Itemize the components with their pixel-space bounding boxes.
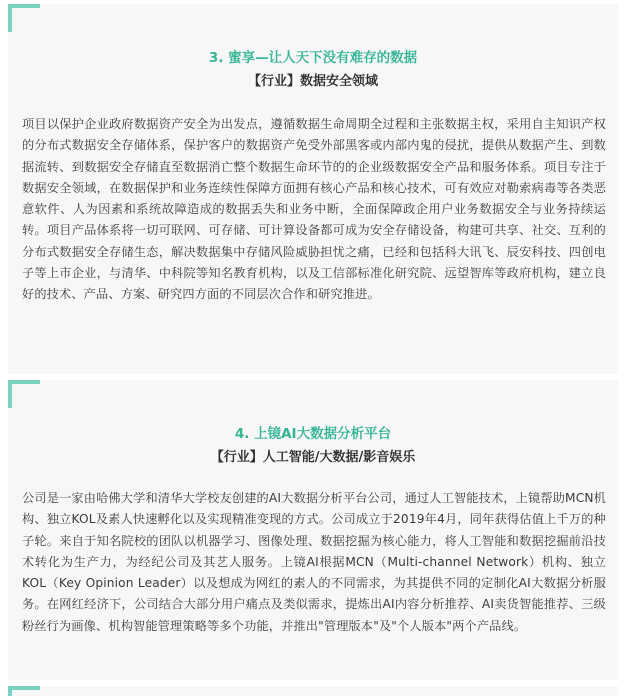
section-card-next	[8, 686, 618, 696]
section-title: 3. 蜜享—让人天下没有难存的数据	[208, 50, 418, 66]
section-card-4	[8, 380, 618, 680]
section-industry: 【行业】数据安全领域	[247, 74, 378, 89]
section-body: 公司是一家由哈佛大学和清华大学校友创建的AI大数据分析平台公司，通过人工智能技术，上镜帮助MCN机构、独立KOL及素人快速孵化以及实现精准变现的方式。公司成立于2019年4月，同年获得估值上千万的种子轮。来自于知名院校的团队以机器学习、图像处理、数据挖掘为核心能力，将人工智能和数据挖掘前沿技术转化为生产力，为经纪公司及其艺人服务。上镜AI根据MCN（Multi-channel Network）机构、独立KOL（Key Opinion Leader）以及想成为网红的素人的不同需求，为其提供不同的定制化AI大数据分析服务。在网红经济下，公司结合大部分用户痛点及类似需求，提炼出AI内容分析推荐、AI卖货智能推荐、三级粉丝行为画像、机构智能管理策略等多个功能，并推出"管理版本"及"个人版本"两个产品线。	[22, 491, 606, 633]
section-card-3	[8, 4, 618, 374]
corner-bracket-decoration	[8, 380, 40, 408]
section-title: 4. 上镜AI大数据分析平台	[234, 426, 392, 442]
corner-bracket-decoration	[8, 4, 40, 32]
section-industry: 【行业】人工智能/大数据/影音娱乐	[210, 450, 416, 465]
corner-bracket-decoration	[8, 686, 40, 696]
section-body: 项目以保护企业政府数据资产安全为出发点，遵循数据生命周期全过程和主张数据主权，采用自主知识产权的分布式数据安全存储体系，保护客户的数据资产免受外部黑客或内部内鬼的侵扰，提供从数据产生、到数据流转、到数据安全存储直至数据消亡整个数据生命环节的的企业级数据安全产品和服务体系。项目专注于数据安全领域，在数据保护和业务连续性保障方面拥有核心产品和核心技术，可有效应对勒索病毒等各类恶意软件、人为因素和系统故障造成的数据丢失和业务中断，全面保障政企用户业务数据安全与业务持续运转。项目产品体系将一切可联网、可存储、可计算设备都可成为安全存储设备，构建可共享、社交、互利的分布式数据安全存储生态，解决数据集中存储风险威胁担忧之痛，已经和包括科大讯飞、辰安科技、四创电子等上市企业，与清华、中科院等知名教育机构，以及工信部标准化研究院、远望智库等政府机构，建立良好的技术、产品、方案、研究四方面的不同层次合作和研究推进。	[22, 117, 606, 302]
